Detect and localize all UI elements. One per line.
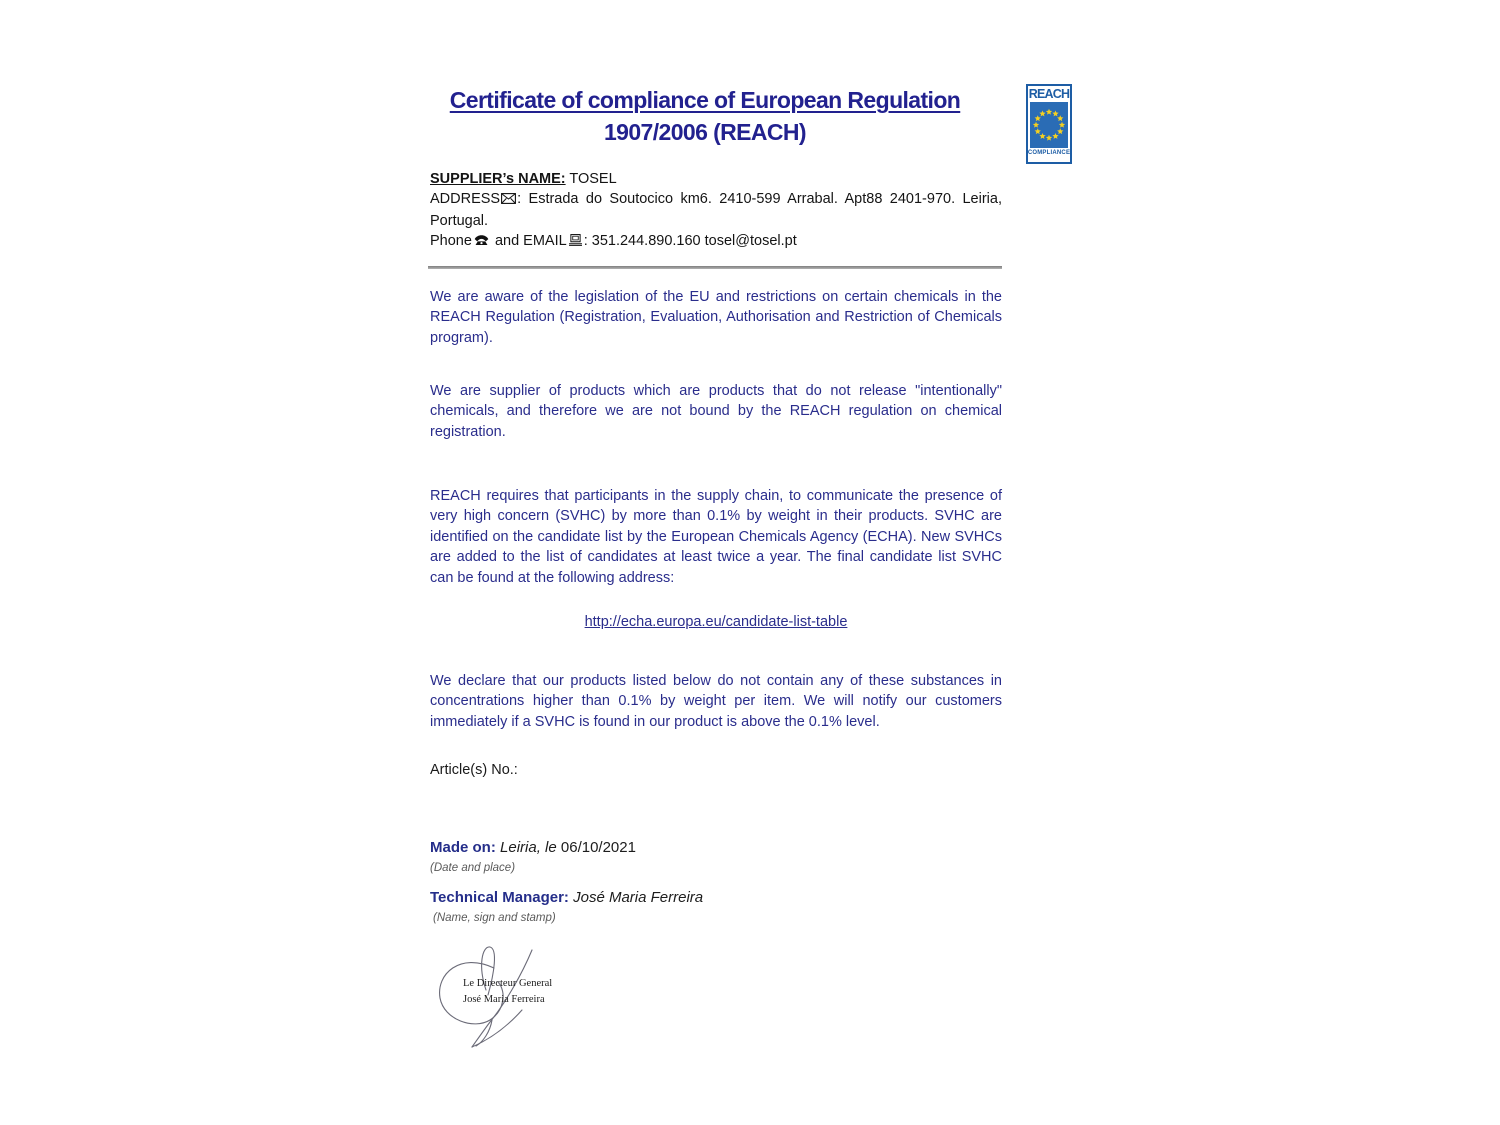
technical-manager-label: Technical Manager: [430, 889, 569, 906]
document-title [430, 84, 980, 148]
signature-title-text: Le Directeur General [463, 978, 553, 989]
signature-block [430, 940, 570, 1052]
supplier-address-line [430, 189, 1002, 231]
address-label: ADDRESS [430, 191, 501, 208]
made-on-label: Made on: [430, 839, 496, 856]
supplier-name-label: SUPPLIER’s NAME: [430, 171, 566, 187]
paragraph-awareness: We are aware of the legislation of the EU and restrictions on certain chemicals in the REACH Regulation (Registration, Evaluation, Authorisation and Restriction of Chemicals program). [430, 289, 1002, 346]
supplier-name-value: TOSEL [565, 171, 617, 187]
name-sign-stamp-caption: (Name, sign and stamp) [433, 912, 556, 924]
made-on-line [430, 839, 636, 856]
supplier-name-line [430, 169, 1002, 189]
signature-name-text: José Maria Ferreira [463, 994, 545, 1005]
logo-reach-text: REACH [1028, 87, 1070, 101]
signature-scribble-icon [430, 940, 570, 1052]
paragraph-reach-requirements: REACH requires that participants in the supply chain, to communicate the presence of very high concern (SVHC) by more than 0.1% by weight in their products. SVHC are identified on the candidate list by the European Chemicals Agency (ECHA). New SVHCs are added to the list of candidates at least twice a year. The final candidate list SVHC can be found at the following address: [430, 488, 1002, 586]
supplier-block [430, 169, 1002, 252]
date-place-caption: (Date and place) [430, 862, 516, 874]
eu-stars [1033, 109, 1065, 141]
address-value: : Estrada do Soutocico km6. 2410-599 Arrabal. Apt88 2401-970. Leiria, Portugal. [430, 191, 1002, 229]
articles-number-label: Article(s) No.: [430, 762, 518, 778]
candidate-list-link-line [430, 614, 1002, 630]
made-on-place: Leiria, le [495, 839, 561, 856]
paragraph-declaration: We declare that our products listed below do not contain any of these substances in concentrations higher than 0.1% by weight per item. We will notify our customers immediately if a SVHC is found in our product is above the 0.1% level. [430, 673, 1002, 730]
contact-value: : 351.244.890.160 tosel@tosel.pt [583, 232, 797, 249]
title-line-2: 1907/2006 (REACH) [603, 119, 806, 145]
logo-compliance-text: COMPLIANCE [1027, 150, 1071, 156]
envelope-icon [501, 190, 516, 210]
made-on-date: 06/10/2021 [560, 839, 636, 856]
paragraph-supplier-statement: We are supplier of products which are products that do not release "intentionally" chemicals, and therefore we are not bound by the REACH regulation on chemical registration. [430, 383, 1002, 440]
phone-label: Phone [430, 232, 472, 249]
computer-icon [568, 232, 583, 252]
contact-mid-label: and EMAIL [490, 232, 567, 249]
title-line-1: Certificate of compliance of European Regulation [449, 87, 961, 113]
supplier-contact-line [430, 231, 1002, 252]
candidate-list-link[interactable]: http://echa.europa.eu/candidate-list-table [584, 614, 848, 630]
technical-manager-line [430, 889, 703, 906]
reach-compliance-logo [1026, 84, 1072, 164]
technical-manager-value: José Maria Ferreira [568, 889, 704, 906]
phone-icon [473, 232, 490, 252]
horizontal-divider [428, 266, 1002, 269]
eu-stars-icon [1030, 102, 1068, 148]
